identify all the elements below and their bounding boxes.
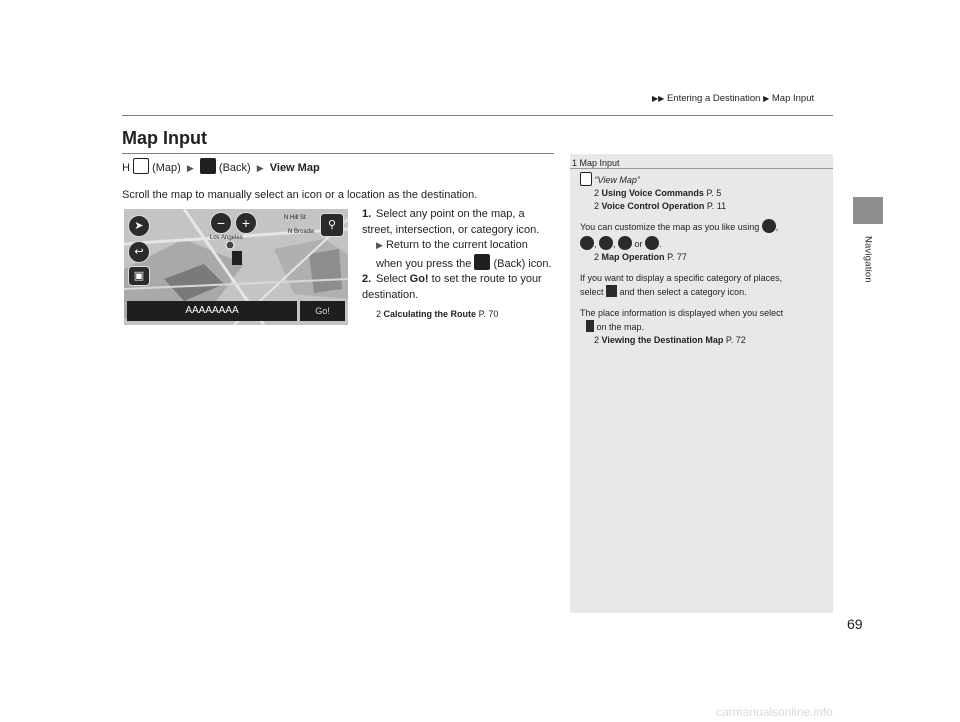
section-tab-label: Navigation <box>862 236 874 283</box>
breadcrumb <box>652 93 814 104</box>
zoom-out-icon <box>580 236 594 250</box>
breadcrumb-item: Entering a Destination <box>666 93 761 104</box>
note-paragraph: The place information is displayed when you select <box>580 308 784 318</box>
map-button-icon <box>133 158 149 174</box>
cross-reference-link[interactable]: 2 Using Voice Commands P. 5 <box>594 188 722 198</box>
note-paragraph: on the map. <box>580 320 830 334</box>
path-arrow-icon: ▶ <box>186 163 194 173</box>
watermark: carmanualsonline.info <box>716 705 833 719</box>
header-rule <box>122 115 833 116</box>
intro-text: Scroll the map to manually select an icon or a location as the destination. <box>122 189 478 201</box>
ref-arrow-icon: 2 <box>594 188 600 198</box>
zoom-in-icon: + <box>235 212 257 234</box>
breadcrumb-arrow-icon: ▶ <box>763 94 770 103</box>
ref-arrow-icon: 2 <box>594 201 600 211</box>
search-icon <box>606 285 617 297</box>
view-map-label: View Map <box>269 162 320 174</box>
search-icon: ⚲ <box>320 213 344 237</box>
compass-icon: ➤ <box>128 215 150 237</box>
address-bar: AAAAAAAA <box>127 301 297 321</box>
title-rule <box>122 153 554 154</box>
cross-reference-link[interactable]: 2 Calculating the Route P. 70 <box>376 309 499 319</box>
note-paragraph: If you want to display a specific category of places, <box>580 273 783 283</box>
ref-arrow-icon: 2 <box>594 335 600 345</box>
operation-path: H (Map) ▶ (Back) ▶ View Map <box>122 158 320 174</box>
back-button-icon <box>200 158 216 174</box>
substep-arrow-icon: ▶ <box>376 240 383 250</box>
ref-arrow-icon: 2 <box>376 309 382 319</box>
breadcrumb-arrow-icon: ▶▶ <box>652 94 665 103</box>
voice-command-line: “View Map” <box>580 172 830 187</box>
traffic-icon <box>645 236 659 250</box>
go-button: Go! <box>300 301 345 321</box>
route-icon: ↩ <box>128 241 150 263</box>
note-body <box>580 172 830 347</box>
note-paragraph: select and then select a category icon. <box>580 287 747 297</box>
compass-icon <box>599 236 613 250</box>
route-icon <box>618 236 632 250</box>
cross-reference-link[interactable]: 2 Voice Control Operation P. 11 <box>594 201 727 211</box>
map-screen-image <box>124 209 348 325</box>
zoom-in-icon <box>762 219 776 233</box>
path-arrow-icon: ▶ <box>256 163 264 173</box>
zoom-out-icon: − <box>210 212 232 234</box>
step-1: 1. Select any point on the map, a street, intersection, or category icon. <box>362 208 540 236</box>
note-paragraph: , , or . <box>580 236 830 251</box>
note-index-icon: 1 <box>572 158 578 168</box>
map-label: N Hill St <box>284 215 306 221</box>
section-tab-marker <box>853 197 883 224</box>
page-number: 69 <box>847 616 863 632</box>
breadcrumb-item: Map Input <box>771 93 815 104</box>
page-title: Map Input <box>122 128 207 148</box>
ref-arrow-icon: 2 <box>594 252 600 262</box>
cross-reference-link[interactable]: 2 Viewing the Destination Map P. 72 <box>594 335 746 345</box>
traffic-icon: ▣ <box>128 266 150 286</box>
voice-icon <box>580 172 592 186</box>
note-title: 1 Map Input <box>572 158 620 168</box>
cross-reference-link[interactable]: 2 Map Operation P. 77 <box>594 252 687 262</box>
map-label: Los Angeles <box>210 235 243 241</box>
destination-flag-icon <box>586 320 594 332</box>
step-1-substep: ▶ Return to the current location when you press the (Back) icon. <box>376 239 552 270</box>
map-label: N Broadw <box>288 229 315 235</box>
back-button-icon <box>474 254 490 270</box>
note-paragraph: You can customize the map as you like using , <box>580 219 830 234</box>
step-2: 2. Select Go! to set the route to your destination. <box>362 273 542 301</box>
home-symbol: H <box>122 162 130 174</box>
steps-list <box>362 207 557 323</box>
